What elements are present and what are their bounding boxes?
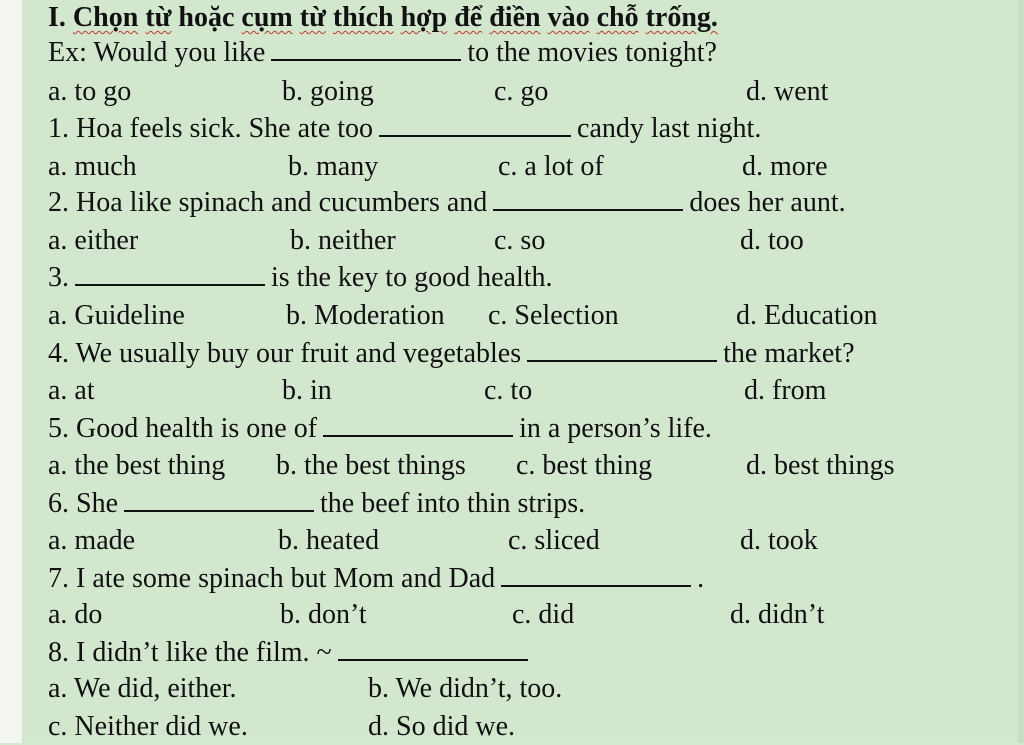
question-text: 8. I didn’t like the film. ~ <box>48 637 332 668</box>
question-text: 2. Hoa like spinach and cucumbers and <box>48 187 488 218</box>
option-d[interactable]: d. best things <box>746 450 895 481</box>
heading-space <box>590 2 597 33</box>
option-b[interactable]: b. the best things <box>276 450 466 481</box>
option-d[interactable]: d. too <box>740 225 804 256</box>
heading-word: thích <box>332 2 394 33</box>
option-a[interactable]: a. at <box>48 375 95 406</box>
heading-word: trống. <box>645 2 718 33</box>
question-text: 4. We usually buy our fruit and vegetables <box>48 338 522 369</box>
heading-word: hợp <box>400 2 448 33</box>
heading-word: từ <box>299 2 326 33</box>
right-margin-bar <box>1018 0 1024 743</box>
answer-blank[interactable] <box>501 561 691 587</box>
section-heading <box>48 0 718 36</box>
answer-blank[interactable] <box>379 111 571 137</box>
question-text: Ex: Would you like <box>48 37 266 68</box>
option-d[interactable]: d. took <box>740 525 818 556</box>
answer-blank[interactable] <box>338 635 528 661</box>
option-d[interactable]: d. Education <box>736 300 878 331</box>
question-text-end: the beef into thin strips. <box>320 488 586 519</box>
option-b[interactable]: b. We didn’t, too. <box>368 673 563 704</box>
heading-word: cụm <box>241 2 293 33</box>
option-a[interactable]: a. We did, either. <box>48 673 237 704</box>
option-b[interactable]: b. in <box>282 375 332 406</box>
question-text: 3. <box>48 262 69 293</box>
option-c[interactable]: c. go <box>494 76 549 107</box>
option-c[interactable]: c. a lot of <box>498 151 604 182</box>
heading-word: vào <box>547 2 590 33</box>
option-b[interactable]: b. Moderation <box>286 300 445 331</box>
heading-prefix: I. <box>48 2 73 33</box>
option-a[interactable]: a. much <box>48 151 137 182</box>
option-d[interactable]: d. didn’t <box>730 599 825 630</box>
option-a[interactable]: a. either <box>48 225 139 256</box>
option-c[interactable]: c. best thing <box>516 450 653 481</box>
heading-space <box>541 2 548 33</box>
option-b[interactable]: b. heated <box>278 525 380 556</box>
question-text: 5. Good health is one of <box>48 413 318 444</box>
option-c[interactable]: c. sliced <box>508 525 600 556</box>
answer-blank[interactable] <box>124 486 314 512</box>
option-b[interactable]: b. going <box>282 76 374 107</box>
heading-word: điền <box>489 2 541 33</box>
option-c[interactable]: c. so <box>494 225 546 256</box>
answer-blank[interactable] <box>493 185 683 211</box>
question-1 <box>48 111 761 147</box>
question-4 <box>48 336 855 372</box>
question-7 <box>48 561 704 597</box>
option-d[interactable]: d. from <box>744 375 827 406</box>
question-text-end: . <box>697 563 705 594</box>
heading-space <box>326 2 333 33</box>
option-d[interactable]: d. So did we. <box>368 711 515 742</box>
question-8 <box>48 635 534 671</box>
question-text-end: in a person’s life. <box>519 413 712 444</box>
question-text: 6. She <box>48 488 118 519</box>
heading-word: Chọn <box>72 2 139 33</box>
heading-word: chỗ <box>596 2 639 33</box>
answer-blank[interactable] <box>323 411 513 437</box>
heading-word: để <box>454 2 483 33</box>
heading-space <box>394 2 401 33</box>
question-5 <box>48 411 712 447</box>
heading-space <box>293 2 300 33</box>
question-2 <box>48 185 846 221</box>
heading-word: từ <box>145 2 172 33</box>
question-text-end: is the key to good health. <box>271 262 553 293</box>
heading-space <box>639 2 646 33</box>
option-d[interactable]: d. more <box>742 151 828 182</box>
option-a[interactable]: a. Guideline <box>48 300 185 331</box>
option-d[interactable]: d. went <box>746 76 829 107</box>
question-text-end: to the movies tonight? <box>467 37 717 68</box>
question-3 <box>48 260 553 296</box>
option-a[interactable]: a. made <box>48 525 136 556</box>
answer-blank[interactable] <box>527 336 717 362</box>
option-c[interactable]: c. Neither did we. <box>48 711 248 742</box>
option-b[interactable]: b. don’t <box>280 599 367 630</box>
option-a[interactable]: a. do <box>48 599 103 630</box>
heading-text: hoặc <box>171 2 242 33</box>
option-b[interactable]: b. neither <box>290 225 396 256</box>
option-a[interactable]: a. the best thing <box>48 450 226 481</box>
answer-blank[interactable] <box>75 260 265 286</box>
answer-blank[interactable] <box>271 35 461 61</box>
option-a[interactable]: a. to go <box>48 76 132 107</box>
question-text-end: the market? <box>723 338 855 369</box>
question-6 <box>48 486 585 522</box>
option-b[interactable]: b. many <box>288 151 379 182</box>
question-text-end: does her aunt. <box>689 187 846 218</box>
option-c[interactable]: c. Selection <box>488 300 619 331</box>
option-c[interactable]: c. did <box>512 599 575 630</box>
left-margin-bar <box>0 0 22 743</box>
question-text: 7. I ate some spinach but Mom and Dad <box>48 563 496 594</box>
question-text: 1. Hoa feels sick. She ate too <box>48 113 374 144</box>
question-example <box>48 35 717 71</box>
question-text-end: candy last night. <box>577 113 762 144</box>
option-c[interactable]: c. to <box>484 375 533 406</box>
